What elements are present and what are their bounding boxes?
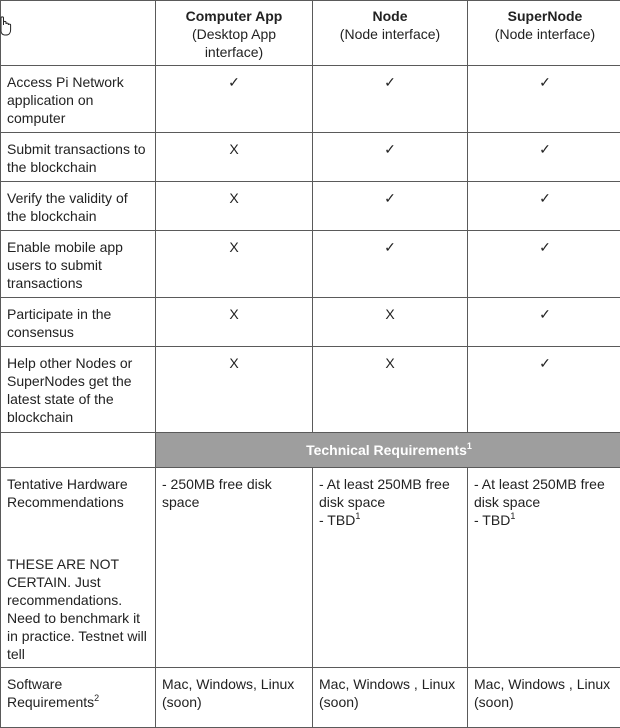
row-label: Enable mobile app users to submit transactions [1,231,156,298]
cross-mark: X [156,347,313,433]
section-row [1,433,620,468]
hardware-value-node: - At least 250MB free disk space - TBD$^1$ [313,468,468,668]
cross-mark: X [313,298,468,347]
hardware-row [1,468,620,668]
row-label: Access Pi Network application on computer [1,66,156,133]
check-mark: ✓ [468,347,620,433]
row-label: Verify the validity of the blockchain [1,182,156,231]
check-mark: ✓ [156,66,313,133]
row-label: Submit transactions to the blockchain [1,133,156,182]
check-mark: ✓ [313,231,468,298]
column-header-supernode: SuperNode (Node interface) [468,1,620,66]
software-value-supernode: Mac, Windows , Linux (soon) [468,668,620,728]
check-mark: ✓ [313,133,468,182]
check-mark: ✓ [313,182,468,231]
table-row [1,347,620,433]
table-row [1,298,620,347]
table-row [1,133,620,182]
column-header-computer-app: Computer App (Desktop App interface) [156,1,313,66]
hardware-value-computer-app: - 250MB free disk space [156,468,313,668]
cross-mark: X [156,133,313,182]
cross-mark: X [156,298,313,347]
row-label: Help other Nodes or SuperNodes get the latest state of the blockchain [1,347,156,433]
header-row [1,1,620,66]
check-mark: ✓ [313,66,468,133]
cross-mark: X [156,231,313,298]
section-blank-cell [1,433,156,468]
cross-mark: X [156,182,313,231]
check-mark: ✓ [468,298,620,347]
software-value-computer-app: Mac, Windows, Linux (soon) [156,668,313,728]
row-label: Participate in the consensus [1,298,156,347]
software-label-cell: Software Requirements$^2$ [1,668,156,728]
software-value-node: Mac, Windows , Linux (soon) [313,668,468,728]
check-mark: ✓ [468,66,620,133]
hand-pointer-icon [0,14,14,38]
table-row [1,66,620,133]
check-mark: ✓ [468,231,620,298]
column-header-node: Node (Node interface) [313,1,468,66]
cross-mark: X [313,347,468,433]
hardware-value-supernode: - At least 250MB free disk space - TBD$^1$ [468,468,620,668]
software-label: Software Requirements [7,676,94,710]
hardware-note: THESE ARE NOT CERTAIN. Just recommendations. Need to benchmark it in practice. Testnet will tell [7,555,149,663]
check-mark: ✓ [468,133,620,182]
corner-cell [1,1,156,66]
technical-requirements-header: Technical Requirements$^1$ [156,433,620,468]
software-row [1,668,620,728]
hardware-label-cell [1,468,156,668]
table-row [1,231,620,298]
hardware-label: Tentative Hardware Recommendations [7,475,149,511]
check-mark: ✓ [468,182,620,231]
table-row [1,182,620,231]
